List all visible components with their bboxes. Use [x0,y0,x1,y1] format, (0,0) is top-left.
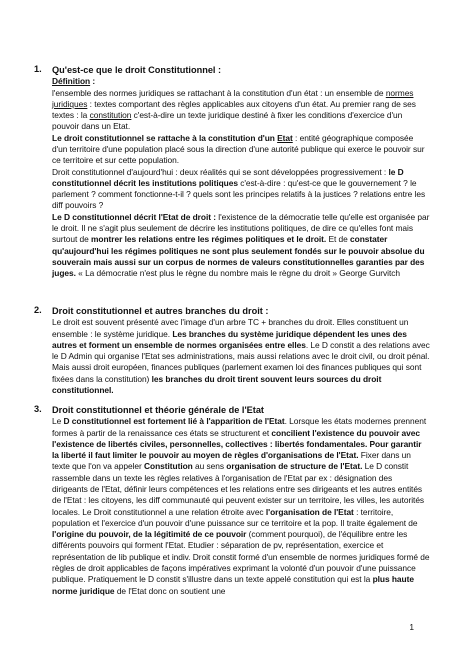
paragraph [52,212,430,280]
text-run: le D constitutionnel décrit les institutions politiques [52,166,404,188]
section-number: 1. [34,64,42,74]
section-title: Droit constitutionnel et autres branches du droit : [52,306,269,316]
paragraph [52,167,430,212]
text-run: . Le D constit a des relations avec le D Admin qui organise l'Etat ses administrations, mais aussi relations avec le droit civil, ou droit pénal. Mais aussi droit européen, finances publiques (parlement examen loi des finances publiques qui sont fixées dans la constitution) [52,339,430,384]
section-body [52,416,430,597]
text-run: au sens [192,461,227,472]
text-run: de l'Etat donc on soutient une [114,585,226,596]
paragraph [52,88,430,133]
text-run: Constitution [144,461,193,472]
text-run: : textes comportant des règles applicables aux citoyens d'un état. Au premier rang de ses textes : la [52,98,416,121]
section-body [52,317,430,396]
text-run: Le droit est souvent présenté avec l'image d'un arbre TC + branches du droit. Elles constituent un ensemble : le système juridique. [52,317,409,339]
section-1 [34,64,430,280]
text-run: concilient l'existence du pouvoir avec l'existence de libertés civiles, personnelles, collectives : libertés fondamentales. Pour garantir la liberté il faut limiter le pouvoir au moyen de règles d'organisations de l'Etat. [52,427,422,461]
text-run: « La démocratie n'est plus le règne du nombre mais le règne du droit » George Gurvitch [75,268,400,279]
text-run: constitution [89,110,132,121]
text-run: constater qu'aujourd'hui les régimes politiques ne sont plus seulement fondés sur le pouvoir absolue du souverain mais aussi sur un corpus de normes de valeurs constitutionnelles garanties par des juges. [52,234,425,279]
section-body [52,76,430,279]
text-run: Fixer dans un texte que l'on va appeler [52,450,411,472]
text-run: : territoire, population et l'exercice d'un pouvoir d'une puissance sur ce territoire et la pop. Il traite également de [52,506,418,528]
text-run: Les branches du système juridique dépendent les unes des autres et forment un ensemble de normes organisées entre elles [52,328,407,350]
text-run: l'ensemble des normes juridiques se rattachant à la constitution d'un état : un ensemble de [52,87,386,98]
section-title: Droit constitutionnel et théorie générale de l'Etat [52,405,264,415]
text-run: Le [52,416,64,427]
text-run: c'est-à-dire un texte juridique destiné à fixer les conditions d'exercice d'un pouvoir dans un Etat. [52,110,403,132]
text-run: (comment pourquoi), de l'équilibre entre les différents pouvoirs qui forment l'Etat. Etudier : séparation de pv, représentation, exercice et représentation de lib publique et indiv. Droit constit formé d'un ensemble de normes juridiques formé de règles de droit applicables de façons impératives exprimant la volonté d'un pouvoir d'une puissance publique. Pratiquement le D constit s'illustre dans un texte appelé constitution qui est la [52,529,430,585]
paragraph [52,133,430,167]
text-run: les branches du droit tirent souvent leurs sources du droit constitutionnel. [52,373,382,395]
text-run: l'origine du pouvoir, de la légitimité de ce pouvoir [52,529,247,540]
text-run: . Lorsque les états modernes prennent formes à partir de la renaissance ces états se structurent et [52,416,427,438]
text-run: c'est-à-dire : qu'est-ce que le gouvernement ? le parlement ? comment fonctionne-t-il ? quels sont les principes relatifs à la justices ? relations entre les diff pouvoirs ? [52,177,426,211]
section-number: 2. [34,305,42,315]
text-run: organisation de structure de l'Etat. [226,461,363,472]
text-run: : entité géographique composée d'un territoire d'une population placé sous la direction d'une autorité publique qui exerce le pouvoir sur ce territoire et sur cette population. [52,132,425,166]
text-run: Le D constitutionnel décrit l'Etat de droit : [52,211,216,222]
definition-label: Définition [52,76,91,87]
text-run: Droit constitutionnel d'aujourd'hui : deux réalités qui se sont développées progressivement : [52,166,389,177]
text-run: montrer les relations entre les régimes politiques et le droit. [91,234,327,245]
text-run: D constitutionnel est fortement lié à l'apparition de l'Etat [63,416,285,427]
section-number: 3. [34,404,42,414]
text-run: l'existence de la démocratie telle qu'elle est organisée par le droit. Il ne s'agit plus seulement de décrire les institutions politiques, de dire ce qu'elles font mais surtout de [52,211,430,245]
text-run: Etat [277,132,293,143]
section-title: Qu'est-ce que le droit Constitutionnel : [52,65,222,75]
definition-line: Définition : [52,76,96,87]
text-run: Le D constit rassemble dans un texte les règles relatives à l'organisation de l'Etat par ex : désignation des dirigeants de l'Etat, définir leurs compétences et les relations entre ses dirigeants et les autres entités de l'Etat : les citoyens, les diff communauté qui peuvent exister sur un territoire, les villes, les autorités locales. Le Droit constitutionnel a une relation étroite avec [52,461,425,517]
text-run: l'organisation de l'Etat [265,506,354,517]
page-number: 1 [409,622,414,632]
section-3 [34,404,430,597]
text-run: Et de [326,234,351,245]
text-run: Le droit constitutionnel se rattache à la constitution d'un [52,132,278,143]
text-run: plus haute norme juridique [52,574,414,596]
paragraph [52,317,430,396]
paragraph [52,416,430,597]
text-run: normes juridiques [52,87,414,109]
section-2 [34,305,430,396]
